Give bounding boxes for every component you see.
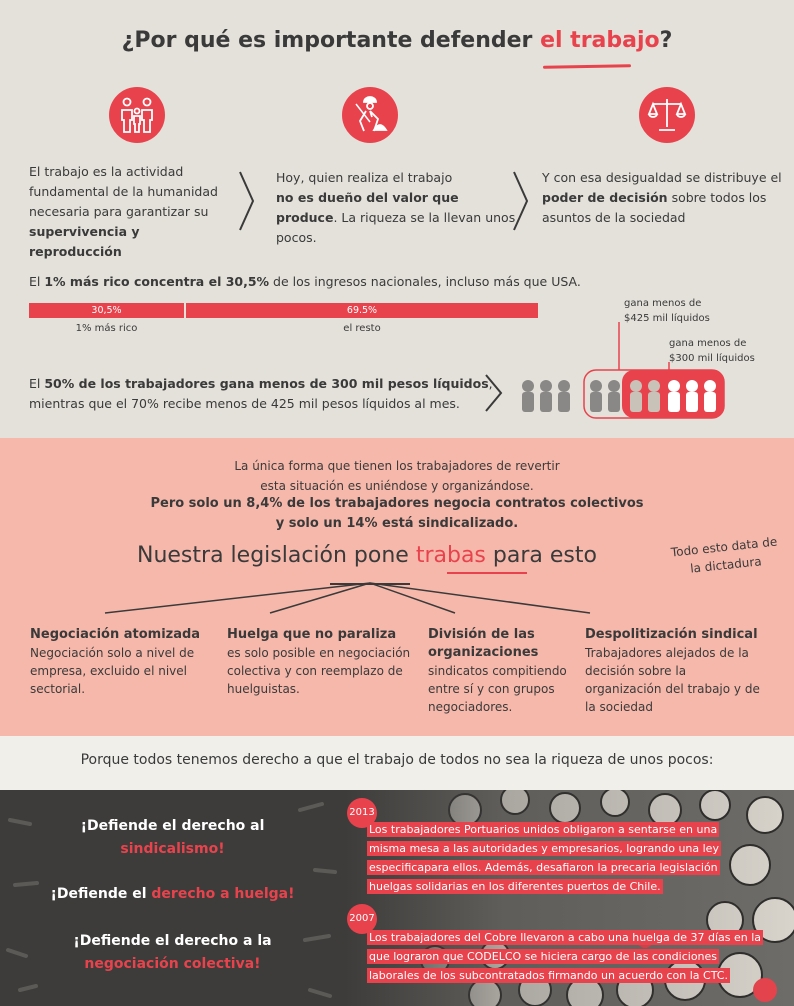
pillar-body: Negociación solo a nivel de empresa, excluido el nivel sectorial. (30, 646, 195, 696)
pillar-division (428, 626, 578, 716)
chevron-right-icon (484, 373, 504, 413)
income-bar-rest-label: el resto (343, 323, 381, 334)
workers-text: El (29, 376, 45, 391)
worker-digging-icon (342, 87, 398, 143)
column-text: sobre todos los asuntos de la sociedad (542, 190, 767, 225)
legislation-text: Nuestra legislación pone (137, 543, 416, 568)
column-bold: supervivencia y reproducción (29, 224, 140, 259)
title-suffix: ? (659, 28, 673, 53)
pillar-heading: Despolitización sindical (585, 627, 758, 642)
income-text: El (29, 274, 45, 289)
income-bold: 1% más rico concentra el 30,5% (44, 274, 270, 289)
cta-unionism (20, 815, 325, 861)
cta-text: ¡Defiende el (50, 886, 152, 902)
cta-strike (20, 883, 325, 906)
organization-intro (0, 456, 794, 496)
pillar-body: sindicatos compitiendo entre sí y con grupos negociadores. (428, 664, 567, 714)
column-bold: no es dueño del valor que produce (276, 190, 459, 225)
income-statement (29, 274, 581, 289)
family-icon (109, 87, 165, 143)
scales-icon (639, 87, 695, 143)
annotation-425: gana menos de $425 mil líquidos (624, 298, 710, 324)
story-copper (367, 928, 767, 985)
legislation-highlight: trabas (415, 543, 486, 568)
workers-text: , (488, 376, 493, 391)
legislation-underline (447, 572, 527, 574)
dictatorship-note: Todo esto data de la dictadura (670, 534, 778, 576)
stats-line: Pero solo un 8,4% de los trabajadores negocia contratos colectivos (150, 496, 644, 511)
story-text: Los trabajadores del Cobre llevaron a cabo una huelga de 37 días en la que lograron que CODELCO se hiciera cargo de las condiciones laborales de los subcontratados firmando un acuerdo con la CTC. (369, 931, 762, 982)
chevron-right-icon (238, 170, 256, 232)
year-badge: 2013 (347, 798, 377, 828)
annotation-300: gana menos de $300 mil líquidos (669, 338, 755, 364)
column-bold: poder de decisión (542, 190, 668, 205)
rights-statement: Porque todos tenemos derecho a que el trabajo de todos no sea la riqueza de unos pocos: (80, 752, 714, 768)
cta-text: ¡Defiende el derecho al (80, 818, 265, 834)
column-decision-power (542, 168, 782, 228)
intro-line: esta situación es uniéndose y organizándose. (260, 479, 534, 493)
income-bar-top1-label: 1% más rico (75, 323, 138, 334)
organization-stats (0, 494, 794, 534)
chevron-right-icon (512, 170, 530, 232)
worker-figures (518, 376, 728, 416)
pillar-body: es solo posible en negociación colectiva y con reemplazo de huelguistas. (227, 646, 411, 696)
legislation-heading (137, 543, 597, 568)
cta-collective-bargaining (20, 930, 325, 976)
income-bar-rest: 69.5% (186, 303, 538, 318)
pillar-body: Trabajadores alejados de la decisión sobre la organización del trabajo y de la sociedad (585, 646, 760, 714)
pillar-heading: Negociación atomizada (30, 627, 201, 642)
pillar-depoliticization (585, 626, 785, 716)
year-badge: 2007 (347, 904, 377, 934)
income-bar-top1: 30,5% (29, 303, 184, 318)
workers-bold: 50% de los trabajadores gana menos de 300 mil pesos líquidos (44, 376, 489, 391)
story-ports (367, 820, 747, 896)
legislation-text: para esto (485, 543, 597, 568)
column-text: . La riqueza se la llevan unos pocos. (276, 210, 516, 245)
cta-text: ¡Defiende el derecho a la (73, 933, 272, 949)
pillar-strike (227, 626, 422, 698)
intro-line: La única forma que tienen los trabajadores de revertir (234, 459, 560, 473)
pillar-heading: Huelga que no paraliza (227, 627, 397, 642)
title-highlight: el trabajo (540, 28, 660, 53)
workers-text: mientras que el 70% recibe menos de 425 mil pesos líquidos al mes. (29, 396, 460, 411)
column-text: Y con esa desigualdad se distribuye el (542, 170, 782, 185)
column-text: El trabajo es la actividad fundamental de la humanidad necesaria para garantizar su (29, 164, 218, 219)
pillar-atomized-negotiation (30, 626, 210, 698)
income-text: de los ingresos nacionales, incluso más que USA. (269, 274, 581, 289)
page-title (0, 28, 794, 53)
branch-lines (100, 580, 600, 620)
column-text: Hoy, quien realiza el trabajo (276, 170, 453, 185)
story-text: Los trabajadores Portuarios unidos obligaron a sentarse en una misma mesa a las autoridades y empresarios, logrando una ley especificapara ellos. Además, desafiaron la precaria legislación huelgas solidarias en los diferentes puertos de Chile. (369, 823, 719, 893)
pillar-heading: División de las organizaciones (428, 627, 539, 660)
cta-highlight: derecho a huelga! (151, 886, 295, 902)
cta-highlight: sindicalismo! (120, 841, 225, 857)
stats-line: y solo un 14% está sindicalizado. (275, 516, 519, 531)
workers-statement (29, 374, 493, 414)
title-text: ¿Por qué es importante defender (121, 28, 541, 53)
column-work-essential (29, 162, 234, 262)
column-value-ownership (276, 168, 516, 248)
cta-highlight: negociación colectiva! (84, 956, 261, 972)
